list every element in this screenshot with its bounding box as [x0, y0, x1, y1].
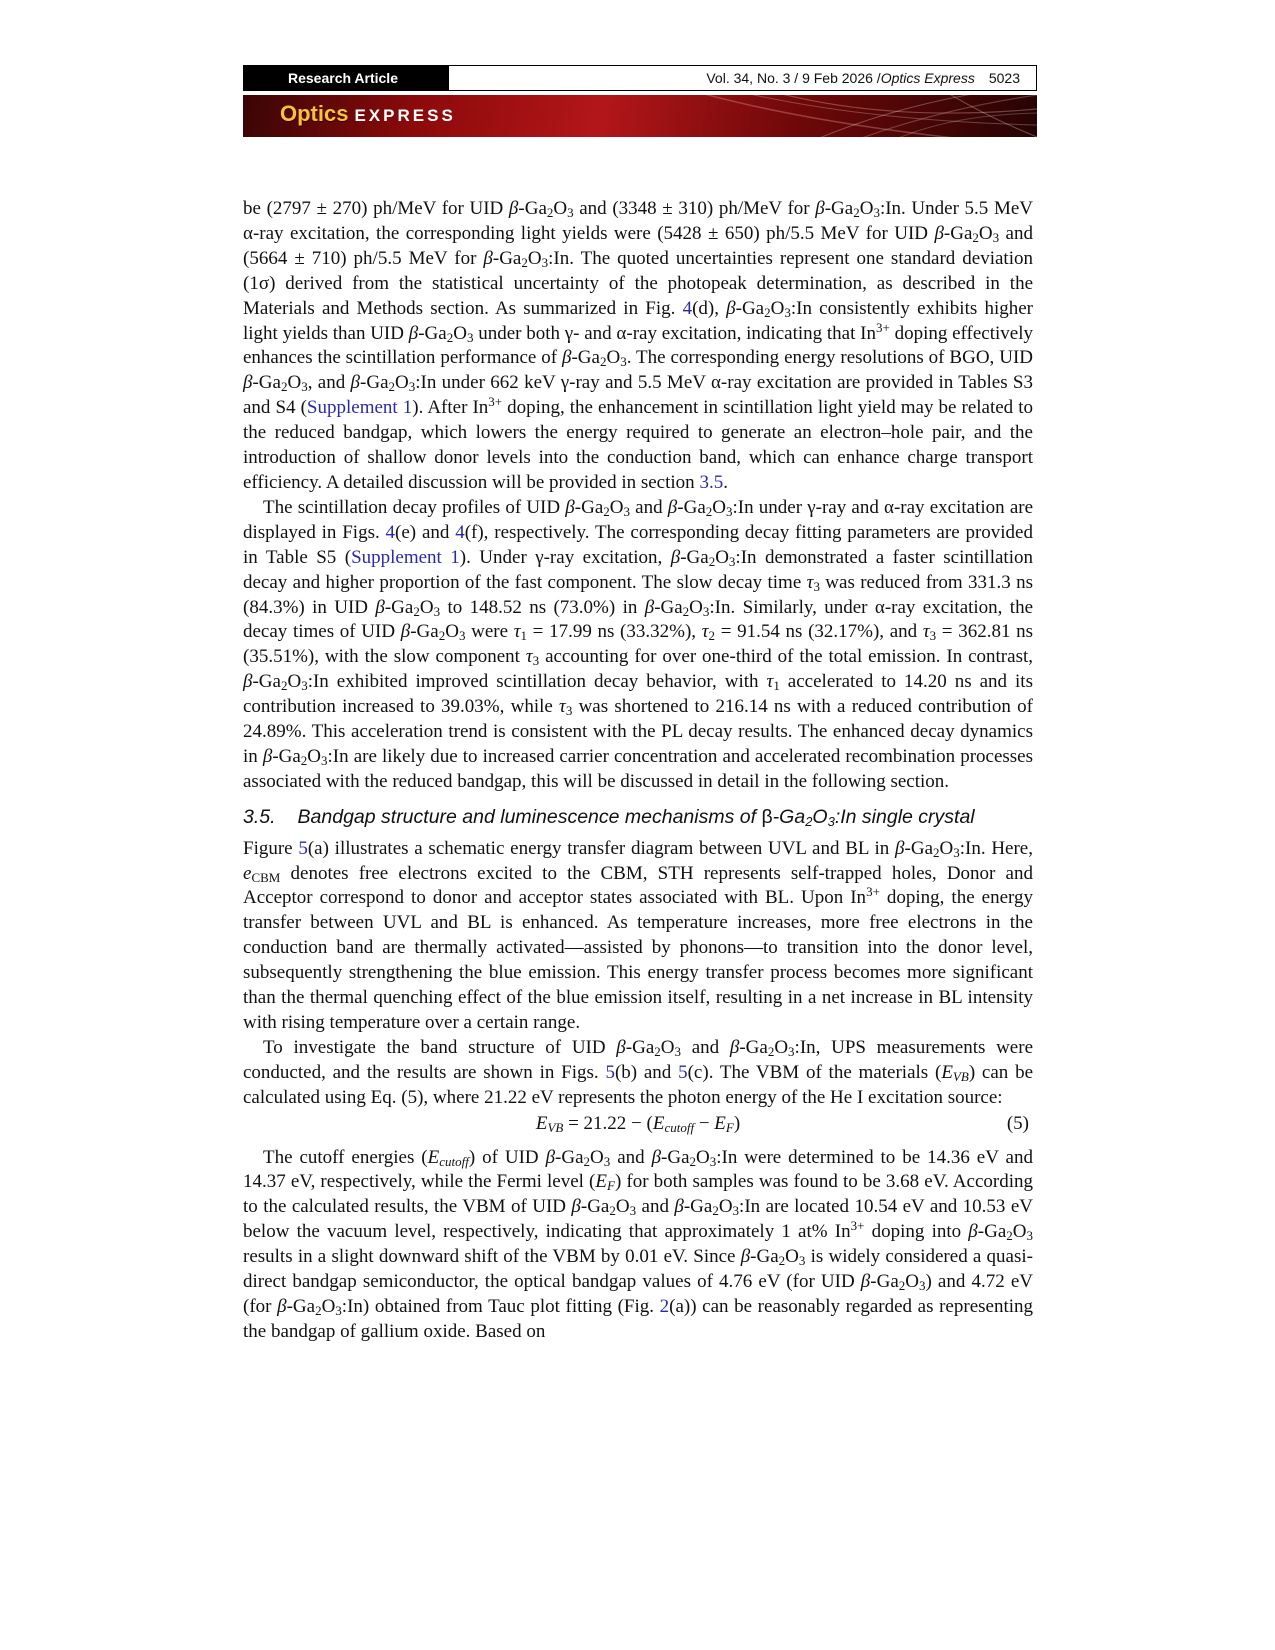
article-header [243, 65, 1037, 91]
journal-logo [280, 101, 456, 127]
link-fig4[interactable]: 4 [682, 297, 693, 319]
logo-express-text: EXPRESS [354, 106, 456, 125]
citation-line [449, 66, 1036, 90]
link-supplement-2[interactable]: Supplement 1 [351, 546, 460, 568]
paragraph-cutoff: The cutoff energies $(E_{cutoff})$ of UID $\beta-Ga_2O_3$ and $\beta-Ga_2O_3:In$ were determined to be 14.36 eV and 14.37 eV, respectively, while the Fermi level $(E_F)$ for both samples was found to be 3.68 eV. According to the calculated results, the VBM of UID $\beta-Ga_2O_3$ and $\beta-Ga_2O_3:In$ are located 10.54 eV and 10.53 eV below the vacuum level, respectively, indicating that approximately 1 at% $In^{3+}$ doping into $\beta-Ga_2O_3$ results in a slight downward shift of the VBM by 0.01 eV. Since $\beta-Ga_2O_3$ is widely considered a quasi-direct bandgap semiconductor, the optical bandgap values of 4.76 eV (for UID $\beta-Ga_2O_3$) and 4.72 eV (for $\beta-Ga_2O_3:In$) obtained from Tauc plot fitting (Fig. 2(a)) can be reasonably regarded as representing the bandgap of gallium oxide. Based on [243, 1146, 1034, 1342]
link-fig5c[interactable]: 5 [678, 1061, 688, 1083]
link-fig5b[interactable]: 5 [605, 1061, 615, 1083]
page-number: 5023 [988, 70, 1020, 86]
citation-volume: Vol. 34, No. 3 / 9 Feb 2026 / [706, 70, 881, 86]
paragraph-ups: To investigate the band structure of UID $\beta-Ga_2O_3$ and $\beta-Ga_2O_3:In$, UPS measurements were conducted, and the results are shown in Figs. 5(b) and 5(c). The VBM of the materials $(E_{VB})$ can be calculated using Eq. (5), where 21.22 eV represents the photon energy of the He I excitation source: [243, 1036, 1034, 1108]
section-heading-3-5: 3.5. Bandgap structure and luminescence mechanisms of $\beta-Ga_2O_3:In$ single crystal [243, 805, 975, 829]
article-body [243, 197, 1033, 1345]
link-fig2a[interactable]: 2 [659, 1295, 670, 1317]
paragraph-energy-transfer: Figure 5(a) illustrates a schematic energy transfer diagram between UVL and BL in $\beta-Ga_2O_3:In$. Here, $e_{CBM}$ denotes free electrons excited to the CBM, STH represents self-trapped holes, Donor and Acceptor correspond to donor and acceptor states associated with BL. Upon $In^{3+}$ doping, the energy transfer between UVL and BL is enhanced. As temperature increases, more free electrons in the conduction band are thermally activated—assisted by phonons—to transition into the donor level, subsequently strengthening the blue emission. This energy transfer process becomes more significant than the thermal quenching effect of the blue emission itself, resulting in a net increase in BL intensity with rising temperature over a certain range. [243, 837, 1033, 1033]
link-fig4f[interactable]: 4 [455, 521, 465, 543]
equation-number: (5) [1006, 1112, 1029, 1134]
journal-name: Optics Express [880, 70, 975, 86]
link-section-3-5[interactable]: 3.5 [699, 471, 724, 493]
paragraph-light-yield: be (2797 ± 270) ph/MeV for UID $\beta-Ga_2O_3$ and (3348 ± 310) ph/MeV for $\beta-Ga_2O_3:In$. Under 5.5 MeV α-ray excitation, the corresponding light yields were (5428 ± 650) ph/5.5 MeV for UID $\beta-Ga_2O_3$ and (5664 ± 710) ph/5.5 MeV for $\beta-Ga_2O_3:In$. The quoted uncertainties represent one standard deviation (1σ) derived from the statistical uncertainty of the photopeak determination, as described in the Materials and Methods section. As summarized in Fig. 4(d), $\beta-Ga_2O_3:In$ consistently exhibits higher light yields than UID $\beta-Ga_2O_3$ under both γ- and α-ray excitation, indicating that $In^{3+}$ doping effectively enhances the scintillation performance of $\beta-Ga_2O_3$. The corresponding energy resolutions of BGO, UID $\beta-Ga_2O_3$, and $\beta-Ga_2O_3:In$ under 662 keV γ-ray and 5.5 MeV α-ray excitation are provided in Tables S3 and S4 (Supplement 1). After $In^{3+}$ doping, the enhancement in scintillation light yield may be related to the reduced bandgap, which lowers the energy required to generate an electron–hole pair, and the introduction of shallow donor levels into the conduction band, which can enhance charge transport efficiency. A detailed discussion will be provided in section 3.5. [243, 198, 1034, 493]
link-fig4e[interactable]: 4 [385, 521, 396, 543]
logo-optics-text: Optics [280, 101, 349, 126]
journal-banner [243, 95, 1037, 137]
article-type-label: Research Article [244, 66, 449, 90]
paragraph-decay: The scintillation decay profiles of UID $\beta-Ga_2O_3$ and $\beta-Ga_2O_3:In$ under γ-ray and α-ray excitation are displayed in Figs. 4(e) and 4(f), respectively. The corresponding decay fitting parameters are provided in Table S5 (Supplement 1). Under γ-ray excitation, $\beta-Ga_2O_3:In$ demonstrated a faster scintillation decay and higher proportion of the fast component. The slow decay time $\tau_3$ was reduced from 331.3 ns (84.3%) in UID $\beta-Ga_2O_3$ to 148.52 ns (73.0%) in $\beta-Ga_2O_3:In$. Similarly, under α-ray excitation, the decay times of UID $\beta-Ga_2O_3$ were $\tau_1 = 17.99$ ns (33.32%), $\tau_2 = 91.54$ ns (32.17%), and $\tau_3 = 362.81$ ns (35.51%), with the slow component $\tau_3$ accounting for over one-third of the total emission. In contrast, $\beta-Ga_2O_3:In$ exhibited improved scintillation decay behavior, with $\tau_1$ accelerated to 14.20 ns and its contribution increased to 39.03%, while $\tau_3$ was shortened to 216.14 ns with a reduced contribution of 24.89%. This acceleration trend is consistent with the PL decay results. The enhanced decay dynamics in $\beta-Ga_2O_3:In$ are likely due to increased carrier concentration and accelerated recombination processes associated with the reduced bandgap, this will be discussed in detail in the following section. [243, 496, 1034, 792]
link-supplement[interactable]: Supplement 1 [306, 397, 413, 419]
equation-5: $E_{VB} = 21.22 - (E_{cutoff} - E_F)$ (5) [535, 1112, 1029, 1135]
link-fig5a[interactable]: 5 [298, 837, 308, 859]
